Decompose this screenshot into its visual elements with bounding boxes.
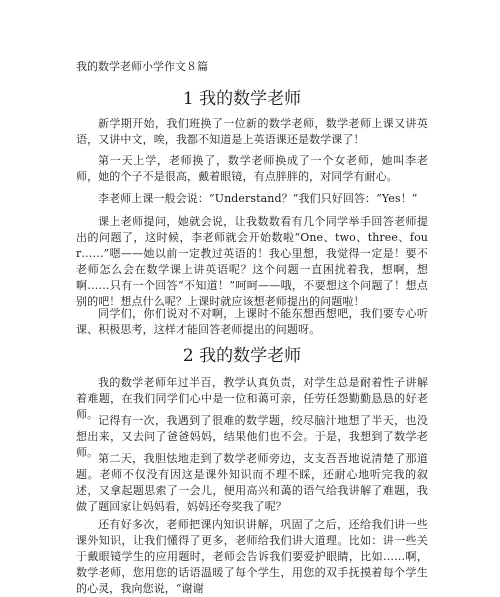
section-heading: 1 我的数学老师 — [182, 89, 302, 109]
paragraph: 同学们，你们说对不对啊，上课时不能东想西想吧，我们要专心听课、积极思考，这样才能回答老师提出的问题呀。 — [76, 307, 428, 336]
section-heading: 2 我的数学老师 — [182, 346, 302, 366]
paragraph: 还有好多次，老师把课内知识讲解，巩固了之后，还给我们讲一些课外知识，让我们懂得了更多，老师给我们讲大道理。比如：讲一些关于戴眼镜学生的应用题时，老师会告诉我们要爱护眼睛，比如……啊，数学老师，您用您的话语温暖了每个学生，用您的双手抚摸着每个学生的心灵，我向您说，“谢谢 — [76, 518, 428, 595]
paragraph: 课上老师提问，她就会说，让我数数看有几个同学举手回答老师提出的问题了，这时候，李老师就会开始数啦“One、two、three、four……”嗯——她以前一定教过英语的！我心里想，我觉得一定是！要不老师怎么会在数学课上讲英语呢？这个问题一直困扰着我，想啊，想啊……只有一个回答“不知道！”呵呵——哦，不要想这个问题了！想点别的吧！想点什么呢？上课时就应该想老师提出的问题啦！ — [76, 215, 428, 308]
paragraph: 我的数学老师年过半百，教学认真负责，对学生总是耐着性子讲解着难题，在我们同学们心中是一位和蔼可亲，任劳任怨勤勤恳恳的好老师。 — [76, 376, 428, 421]
paragraph: 第一天上学，老师换了，数学老师换成了一个女老师，她叫李老师，她的个子不是很高，戴着眼镜，有点胖胖的，对同学有耐心。 — [76, 154, 428, 183]
paragraph: 新学期开始，我们班换了一位新的数学老师，数学老师上课又讲英语，又讲中文，唉，我都不知道是上英语课还是数学课了！ — [76, 117, 428, 146]
paragraph: 李老师上课一般会说：“Understand？”我们只好回答：“Yes！” — [98, 192, 418, 205]
paragraph: 记得有一次，我遇到了很难的数学题，绞尽脑汁地想了半天，也没想出来，又去问了爸爸妈妈，结果他们也不会。于是，我想到了数学老师。 — [76, 414, 428, 459]
document-title: 我的数学老师小学作文８篇 — [76, 60, 208, 73]
paragraph: 第二天，我胆怯地走到了数学老师旁边，支支吾吾地说清楚了那道题。老师不仅没有因这是课外知识而不理不睬，还耐心地听完我的叙述，又拿起题思索了一会儿，便用高兴和蔼的语气给我讲解了难题，我做了题回家让妈妈看，妈妈还夸奖我了呢？ — [76, 452, 428, 513]
